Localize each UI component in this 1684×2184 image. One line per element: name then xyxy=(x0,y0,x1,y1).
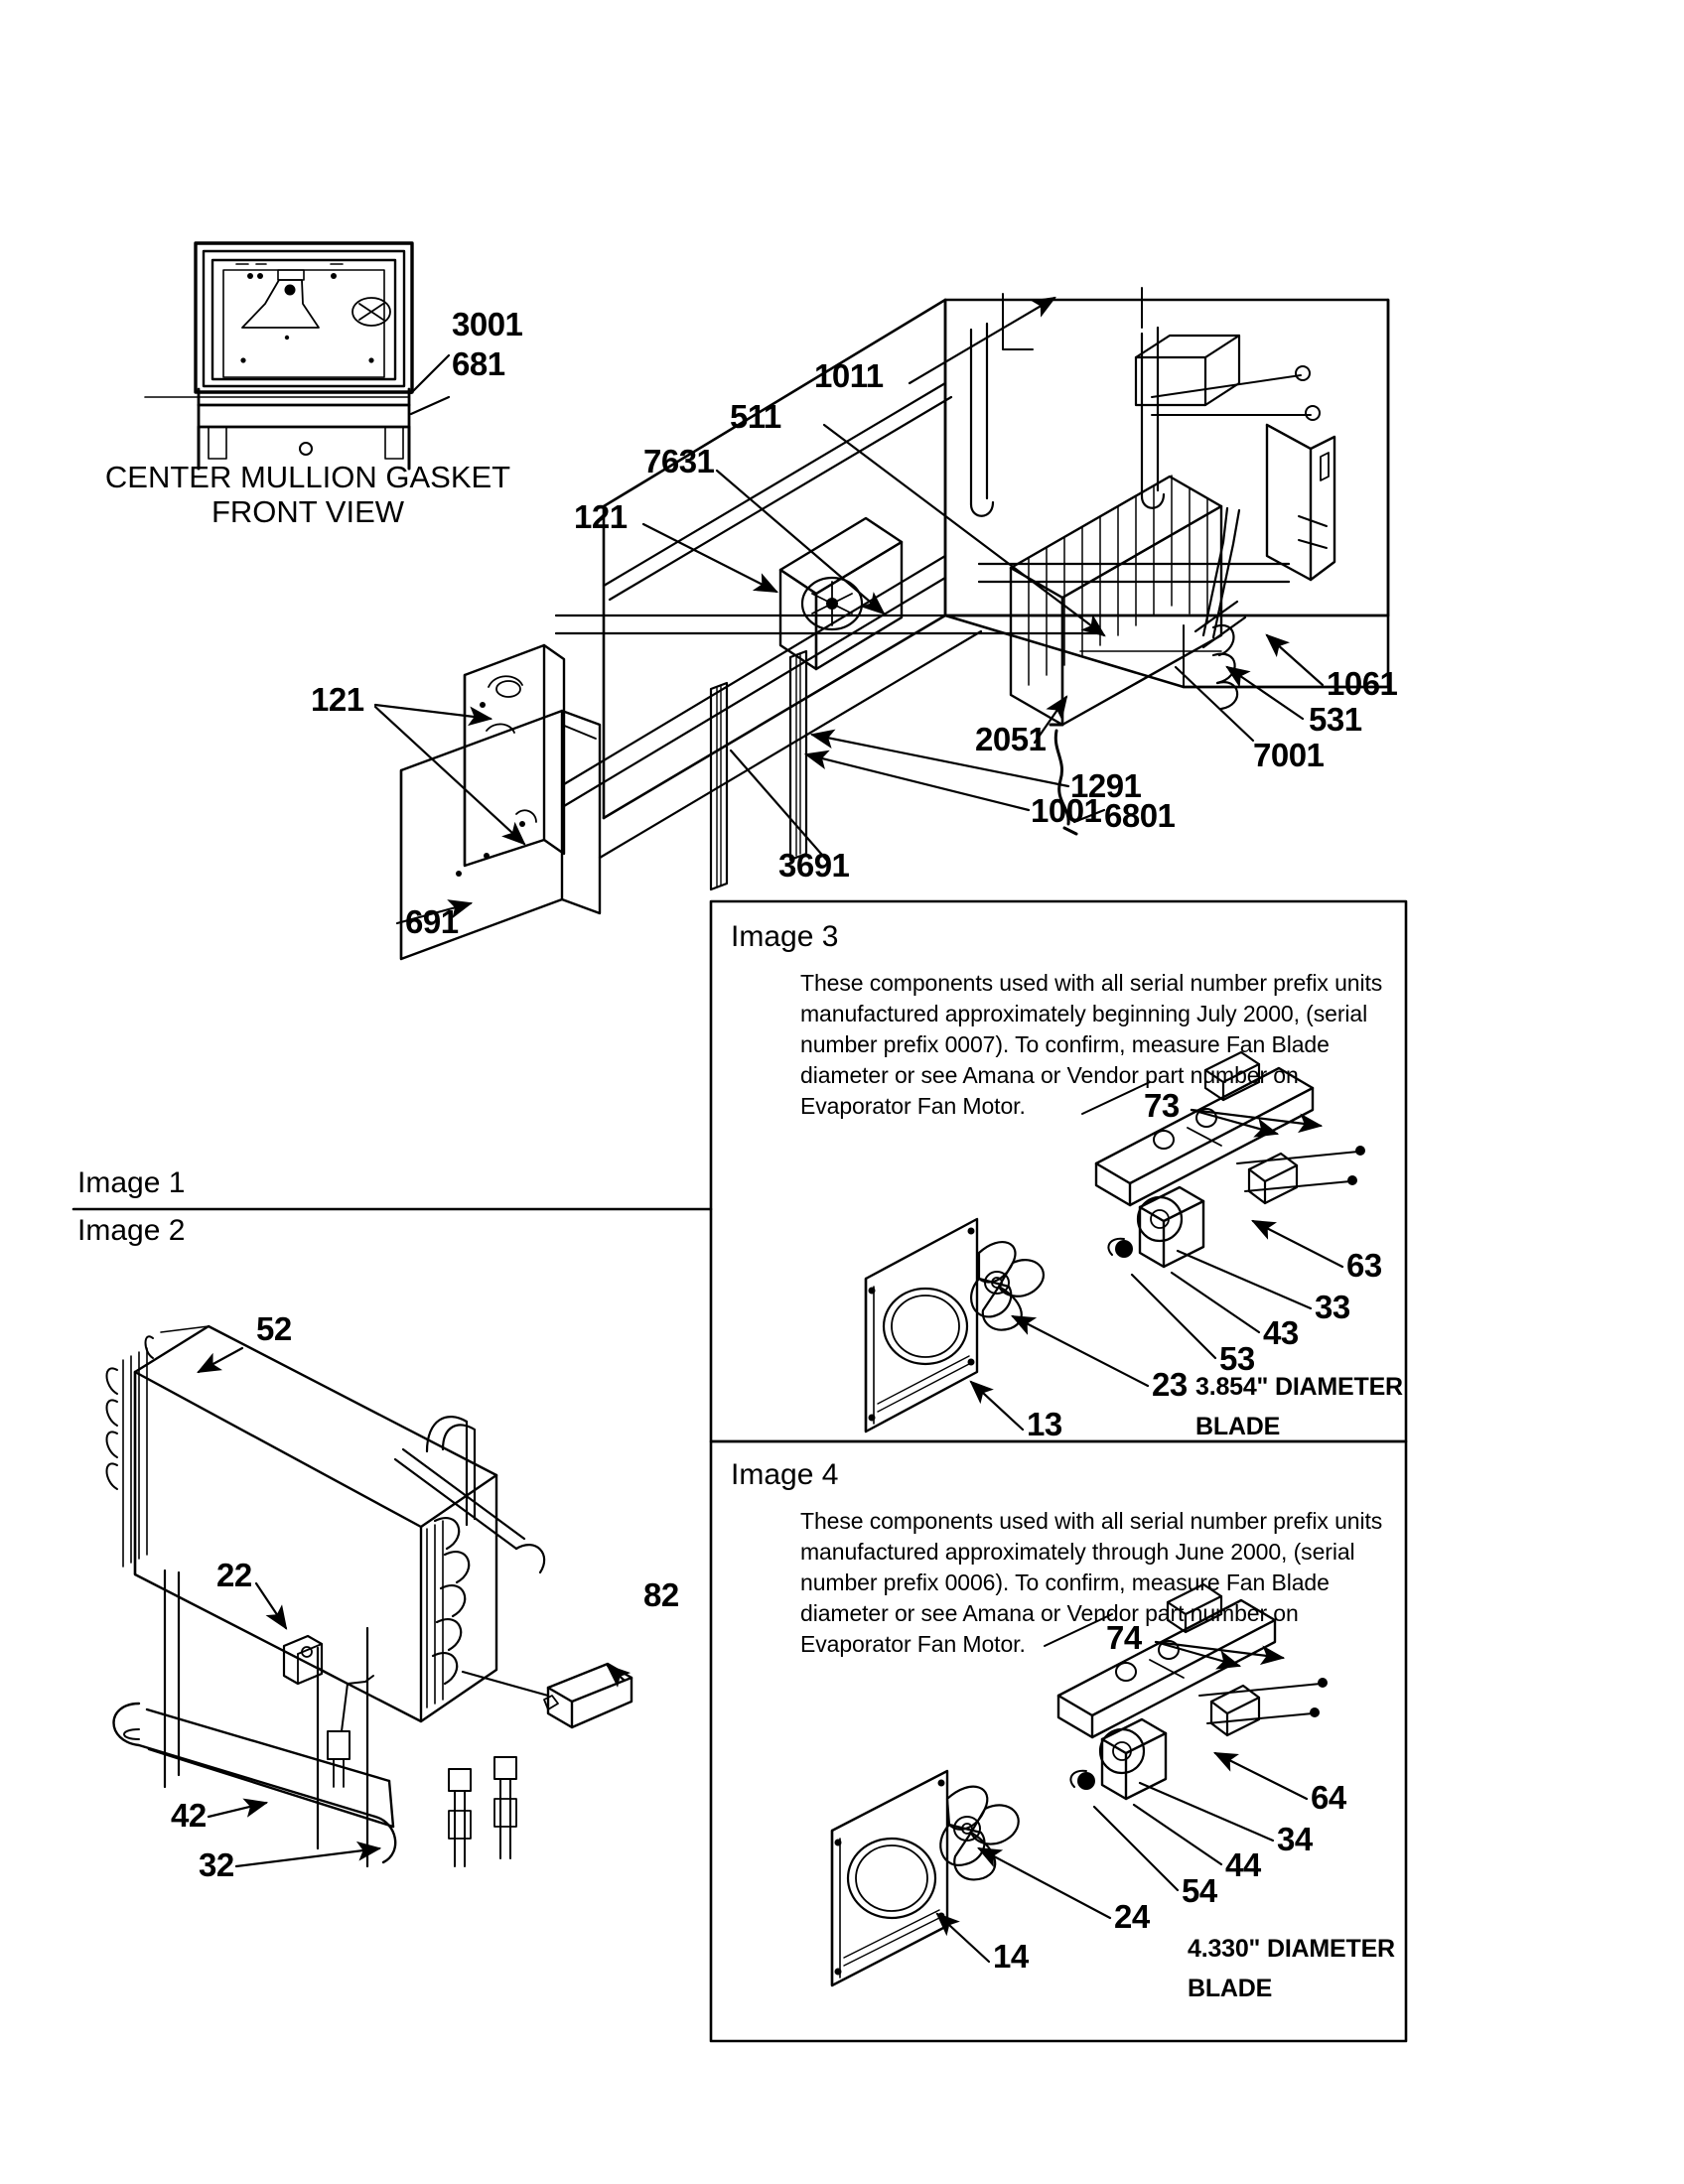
image3-title: Image 3 xyxy=(731,920,839,953)
callout-3001: 3001 xyxy=(452,306,523,342)
callout-531: 531 xyxy=(1309,701,1362,738)
callout-13: 13 xyxy=(1027,1406,1062,1442)
image3-note-line3: number prefix 0007). To confirm, measure Fan Blade xyxy=(800,1031,1330,1057)
callout-1011: 1011 xyxy=(814,357,884,394)
callout-121-top: 121 xyxy=(574,498,628,535)
callout-32: 32 xyxy=(199,1846,234,1883)
callout-24: 24 xyxy=(1114,1898,1150,1935)
callout-43: 43 xyxy=(1263,1314,1299,1351)
callout-54: 54 xyxy=(1182,1872,1217,1909)
callout-14: 14 xyxy=(993,1938,1029,1975)
image3-note-line1: These components used with all serial number prefix units xyxy=(800,970,1383,996)
callout-74: 74 xyxy=(1106,1619,1142,1656)
callout-7631: 7631 xyxy=(643,443,715,479)
callout-511: 511 xyxy=(730,398,781,435)
callout-681: 681 xyxy=(452,345,505,382)
image4-blade-size-line2: BLADE xyxy=(1188,1975,1273,2002)
callout-2051: 2051 xyxy=(975,721,1047,757)
callout-63: 63 xyxy=(1346,1247,1382,1284)
callout-23: 23 xyxy=(1152,1366,1188,1403)
image4-note-line3: number prefix 0006). To confirm, measure Fan Blade xyxy=(800,1570,1330,1595)
image4-note-line4: diameter or see Amana or Vendor part number on xyxy=(800,1600,1299,1626)
callout-33: 33 xyxy=(1315,1289,1350,1325)
callout-52: 52 xyxy=(256,1310,292,1347)
callout-1001: 1001 xyxy=(1031,792,1102,829)
callout-44: 44 xyxy=(1225,1846,1261,1883)
image3-note-line2: manufactured approximately beginning July 2000, (serial xyxy=(800,1001,1368,1026)
mullion-caption-line1: CENTER MULLION GASKET xyxy=(104,460,511,494)
callout-691: 691 xyxy=(405,903,459,940)
callout-121-left: 121 xyxy=(311,681,364,718)
callout-42: 42 xyxy=(171,1797,207,1834)
callout-6801: 6801 xyxy=(1104,797,1176,834)
image3-note-line5: Evaporator Fan Motor. xyxy=(800,1093,1026,1119)
callout-73: 73 xyxy=(1144,1087,1180,1124)
callout-64: 64 xyxy=(1311,1779,1346,1816)
image1-title: Image 1 xyxy=(77,1166,186,1199)
image4-note-line1: These components used with all serial number prefix units xyxy=(800,1508,1383,1534)
image4-note-line2: manufactured approximately through June 2000, (serial xyxy=(800,1539,1355,1565)
image3-note-line4: diameter or see Amana or Vendor part number on xyxy=(800,1062,1299,1088)
callout-82: 82 xyxy=(643,1576,679,1613)
image3-blade-size-line1: 3.854" DIAMETER xyxy=(1195,1373,1403,1401)
callout-1061: 1061 xyxy=(1327,665,1398,702)
callout-7001: 7001 xyxy=(1253,737,1325,773)
image4-title: Image 4 xyxy=(731,1458,839,1491)
image2-title: Image 2 xyxy=(77,1214,186,1247)
callout-34: 34 xyxy=(1277,1821,1313,1857)
image2-coil-drawing xyxy=(107,1326,632,1866)
callout-3691: 3691 xyxy=(778,847,850,884)
image3-blade-size-line2: BLADE xyxy=(1195,1413,1281,1440)
mullion-gasket-drawing xyxy=(145,243,449,469)
image4-note-line5: Evaporator Fan Motor. xyxy=(800,1631,1026,1657)
mullion-caption-line2: FRONT VIEW xyxy=(210,494,405,529)
callout-53: 53 xyxy=(1219,1340,1255,1377)
image4-blade-size-line1: 4.330" DIAMETER xyxy=(1188,1935,1395,1963)
callout-22: 22 xyxy=(216,1557,252,1593)
callout-1291: 1291 xyxy=(1070,767,1142,804)
